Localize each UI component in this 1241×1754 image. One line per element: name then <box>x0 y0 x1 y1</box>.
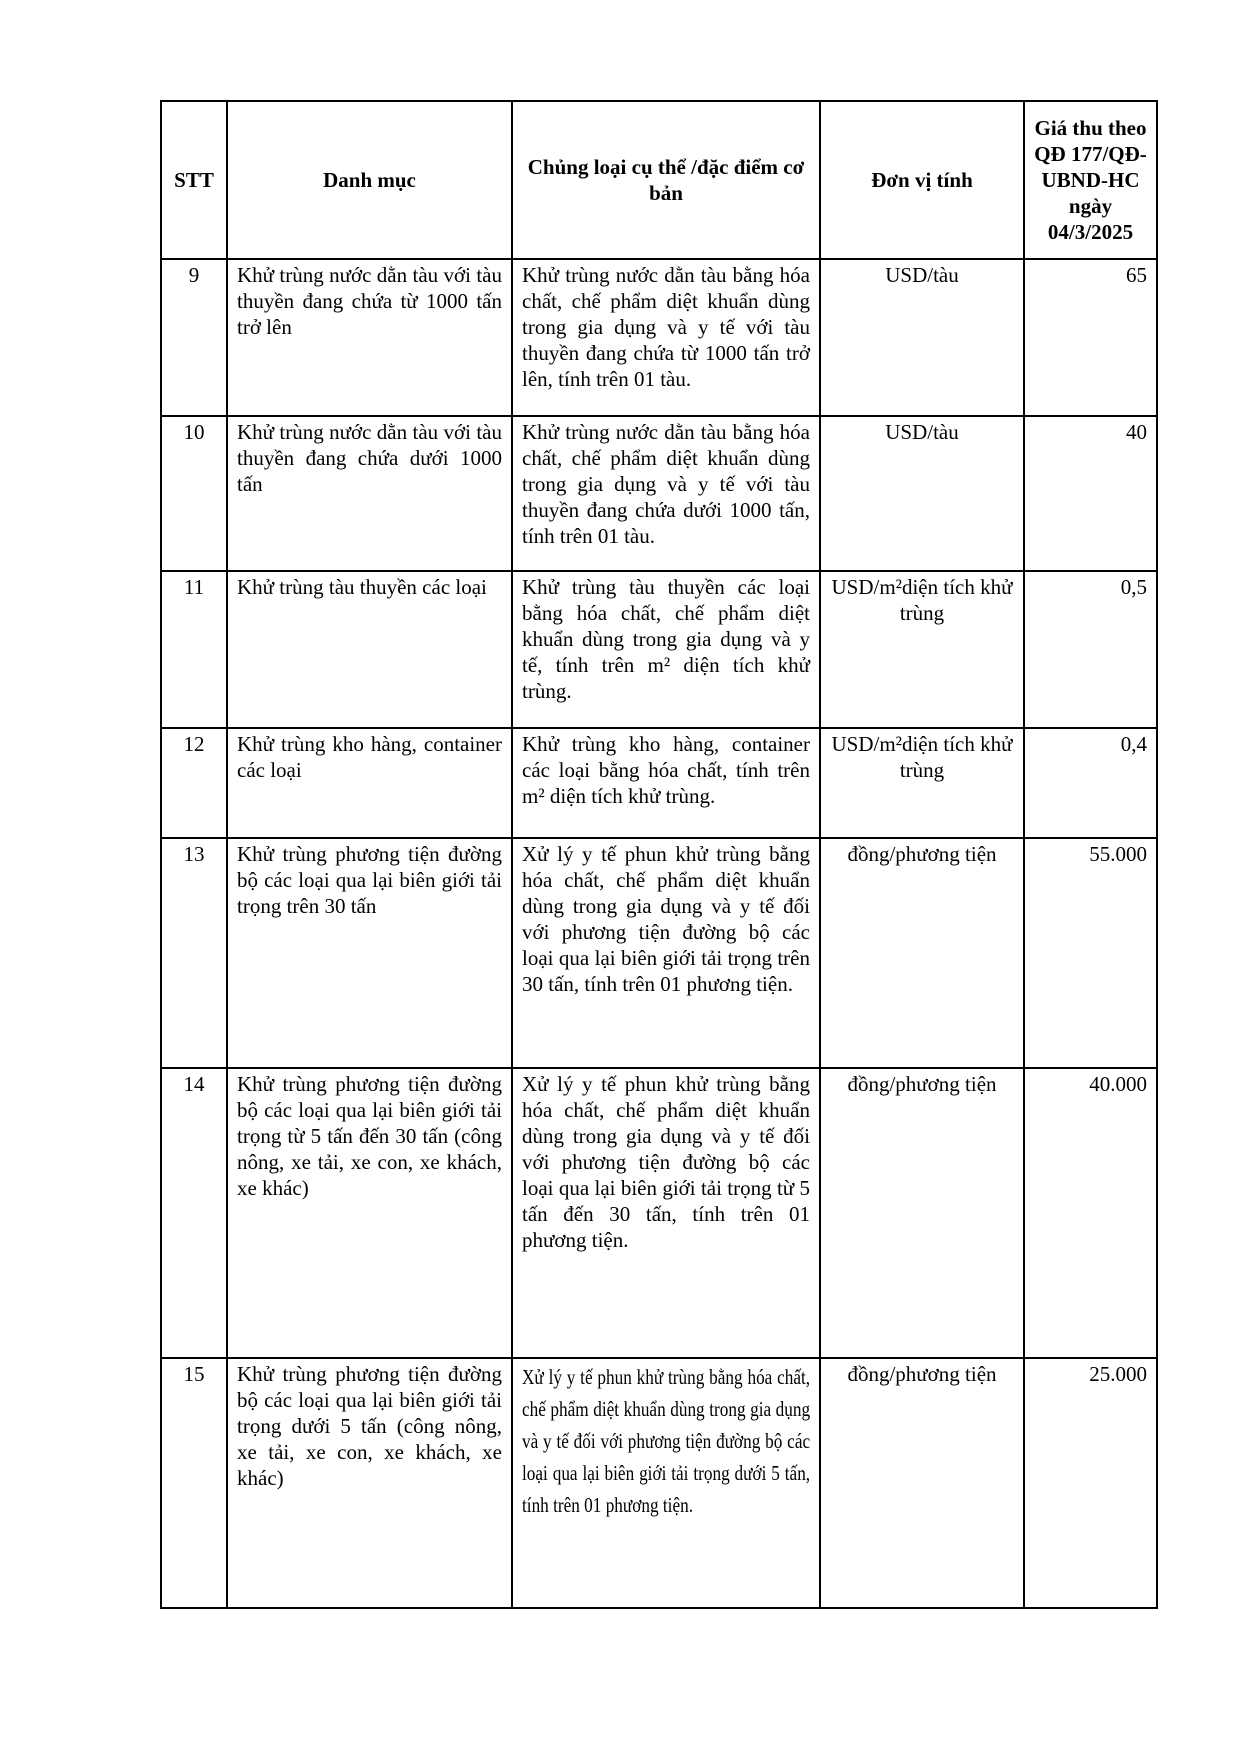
cell-unit: USD/tàu <box>820 259 1024 416</box>
cell-detail: Khử trùng nước dằn tàu bằng hóa chất, chế phẩm diệt khuẩn dùng trong gia dụng và y tế với tàu thuyền đang chứa dưới 1000 tấn, tính trên 01 tàu. <box>512 416 820 571</box>
table-row <box>161 416 1157 571</box>
header-unit: Đơn vị tính <box>820 101 1024 259</box>
cell-price: 65 <box>1024 259 1157 416</box>
cell-unit: đồng/phương tiện <box>820 838 1024 1068</box>
cell-stt: 15 <box>161 1358 227 1608</box>
header-stt: STT <box>161 101 227 259</box>
table-row <box>161 838 1157 1068</box>
table-row <box>161 1358 1157 1608</box>
cell-detail: Khử trùng nước dằn tàu bằng hóa chất, chế phẩm diệt khuẩn dùng trong gia dụng và y tế với tàu thuyền đang chứa từ 1000 tấn trở lên, tính trên 01 tàu. <box>512 259 820 416</box>
cell-category: Khử trùng kho hàng, container các loại <box>227 728 512 838</box>
cell-stt: 11 <box>161 571 227 728</box>
cell-stt: 9 <box>161 259 227 416</box>
cell-stt: 10 <box>161 416 227 571</box>
header-category: Danh mục <box>227 101 512 259</box>
table-row <box>161 571 1157 728</box>
cell-category: Khử trùng phương tiện đường bộ các loại qua lại biên giới tải trọng từ 5 tấn đến 30 tấn (công nông, xe tải, xe con, xe khách, xe khác) <box>227 1068 512 1358</box>
cell-unit: USD/m²diện tích khử trùng <box>820 728 1024 838</box>
cell-stt: 13 <box>161 838 227 1068</box>
cell-price: 40 <box>1024 416 1157 571</box>
table-row <box>161 259 1157 416</box>
cell-category: Khử trùng tàu thuyền các loại <box>227 571 512 728</box>
cell-price: 55.000 <box>1024 838 1157 1068</box>
header-detail: Chủng loại cụ thể /đặc điểm cơ bản <box>512 101 820 259</box>
cell-stt: 12 <box>161 728 227 838</box>
cell-detail: Xử lý y tế phun khử trùng bằng hóa chất, chế phẩm diệt khuẩn dùng trong gia dụng và y tế đối với phương tiện đường bộ các loại qua lại biên giới tải trọng từ 5 tấn đến 30 tấn, tính trên 01 phương tiện. <box>512 1068 820 1358</box>
cell-unit: USD/tàu <box>820 416 1024 571</box>
fee-table <box>160 100 1158 1609</box>
condensed-text: Xử lý y tế phun khử trùng bằng hóa chất, chế phẩm diệt khuẩn dùng trong gia dụng và y tế đối với phương tiện đường bộ các loại qua lại biên giới tải trọng dưới 5 tấn, tính trên 01 phương tiện. <box>522 1365 811 1517</box>
cell-stt: 14 <box>161 1068 227 1358</box>
cell-category: Khử trùng nước dằn tàu với tàu thuyền đang chứa từ 1000 tấn trở lên <box>227 259 512 416</box>
header-price: Giá thu theo QĐ 177/QĐ-UBND-HC ngày 04/3/2025 <box>1024 101 1157 259</box>
cell-price: 0,5 <box>1024 571 1157 728</box>
cell-unit: đồng/phương tiện <box>820 1358 1024 1608</box>
cell-price: 25.000 <box>1024 1358 1157 1608</box>
cell-price: 40.000 <box>1024 1068 1157 1358</box>
table-row <box>161 1068 1157 1358</box>
cell-detail: Khử trùng kho hàng, container các loại bằng hóa chất, tính trên m² diện tích khử trùng. <box>512 728 820 838</box>
cell-category: Khử trùng phương tiện đường bộ các loại qua lại biên giới tải trọng dưới 5 tấn (công nông, xe tải, xe con, xe khách, xe khác) <box>227 1358 512 1608</box>
cell-price: 0,4 <box>1024 728 1157 838</box>
cell-detail: Khử trùng tàu thuyền các loại bằng hóa chất, chế phẩm diệt khuẩn dùng trong gia dụng và y tế, tính trên m² diện tích khử trùng. <box>512 571 820 728</box>
table-header <box>161 101 1157 259</box>
table-row <box>161 728 1157 838</box>
cell-unit: USD/m²diện tích khử trùng <box>820 571 1024 728</box>
cell-category: Khử trùng nước dằn tàu với tàu thuyền đang chứa dưới 1000 tấn <box>227 416 512 571</box>
cell-detail: Xử lý y tế phun khử trùng bằng hóa chất, chế phẩm diệt khuẩn dùng trong gia dụng và y tế đối với phương tiện đường bộ các loại qua lại biên giới tải trọng trên 30 tấn, tính trên 01 phương tiện. <box>512 838 820 1068</box>
table-body <box>161 259 1157 1608</box>
header-row <box>161 101 1157 259</box>
cell-category: Khử trùng phương tiện đường bộ các loại qua lại biên giới tải trọng trên 30 tấn <box>227 838 512 1068</box>
cell-detail <box>512 1358 820 1608</box>
cell-unit: đồng/phương tiện <box>820 1068 1024 1358</box>
